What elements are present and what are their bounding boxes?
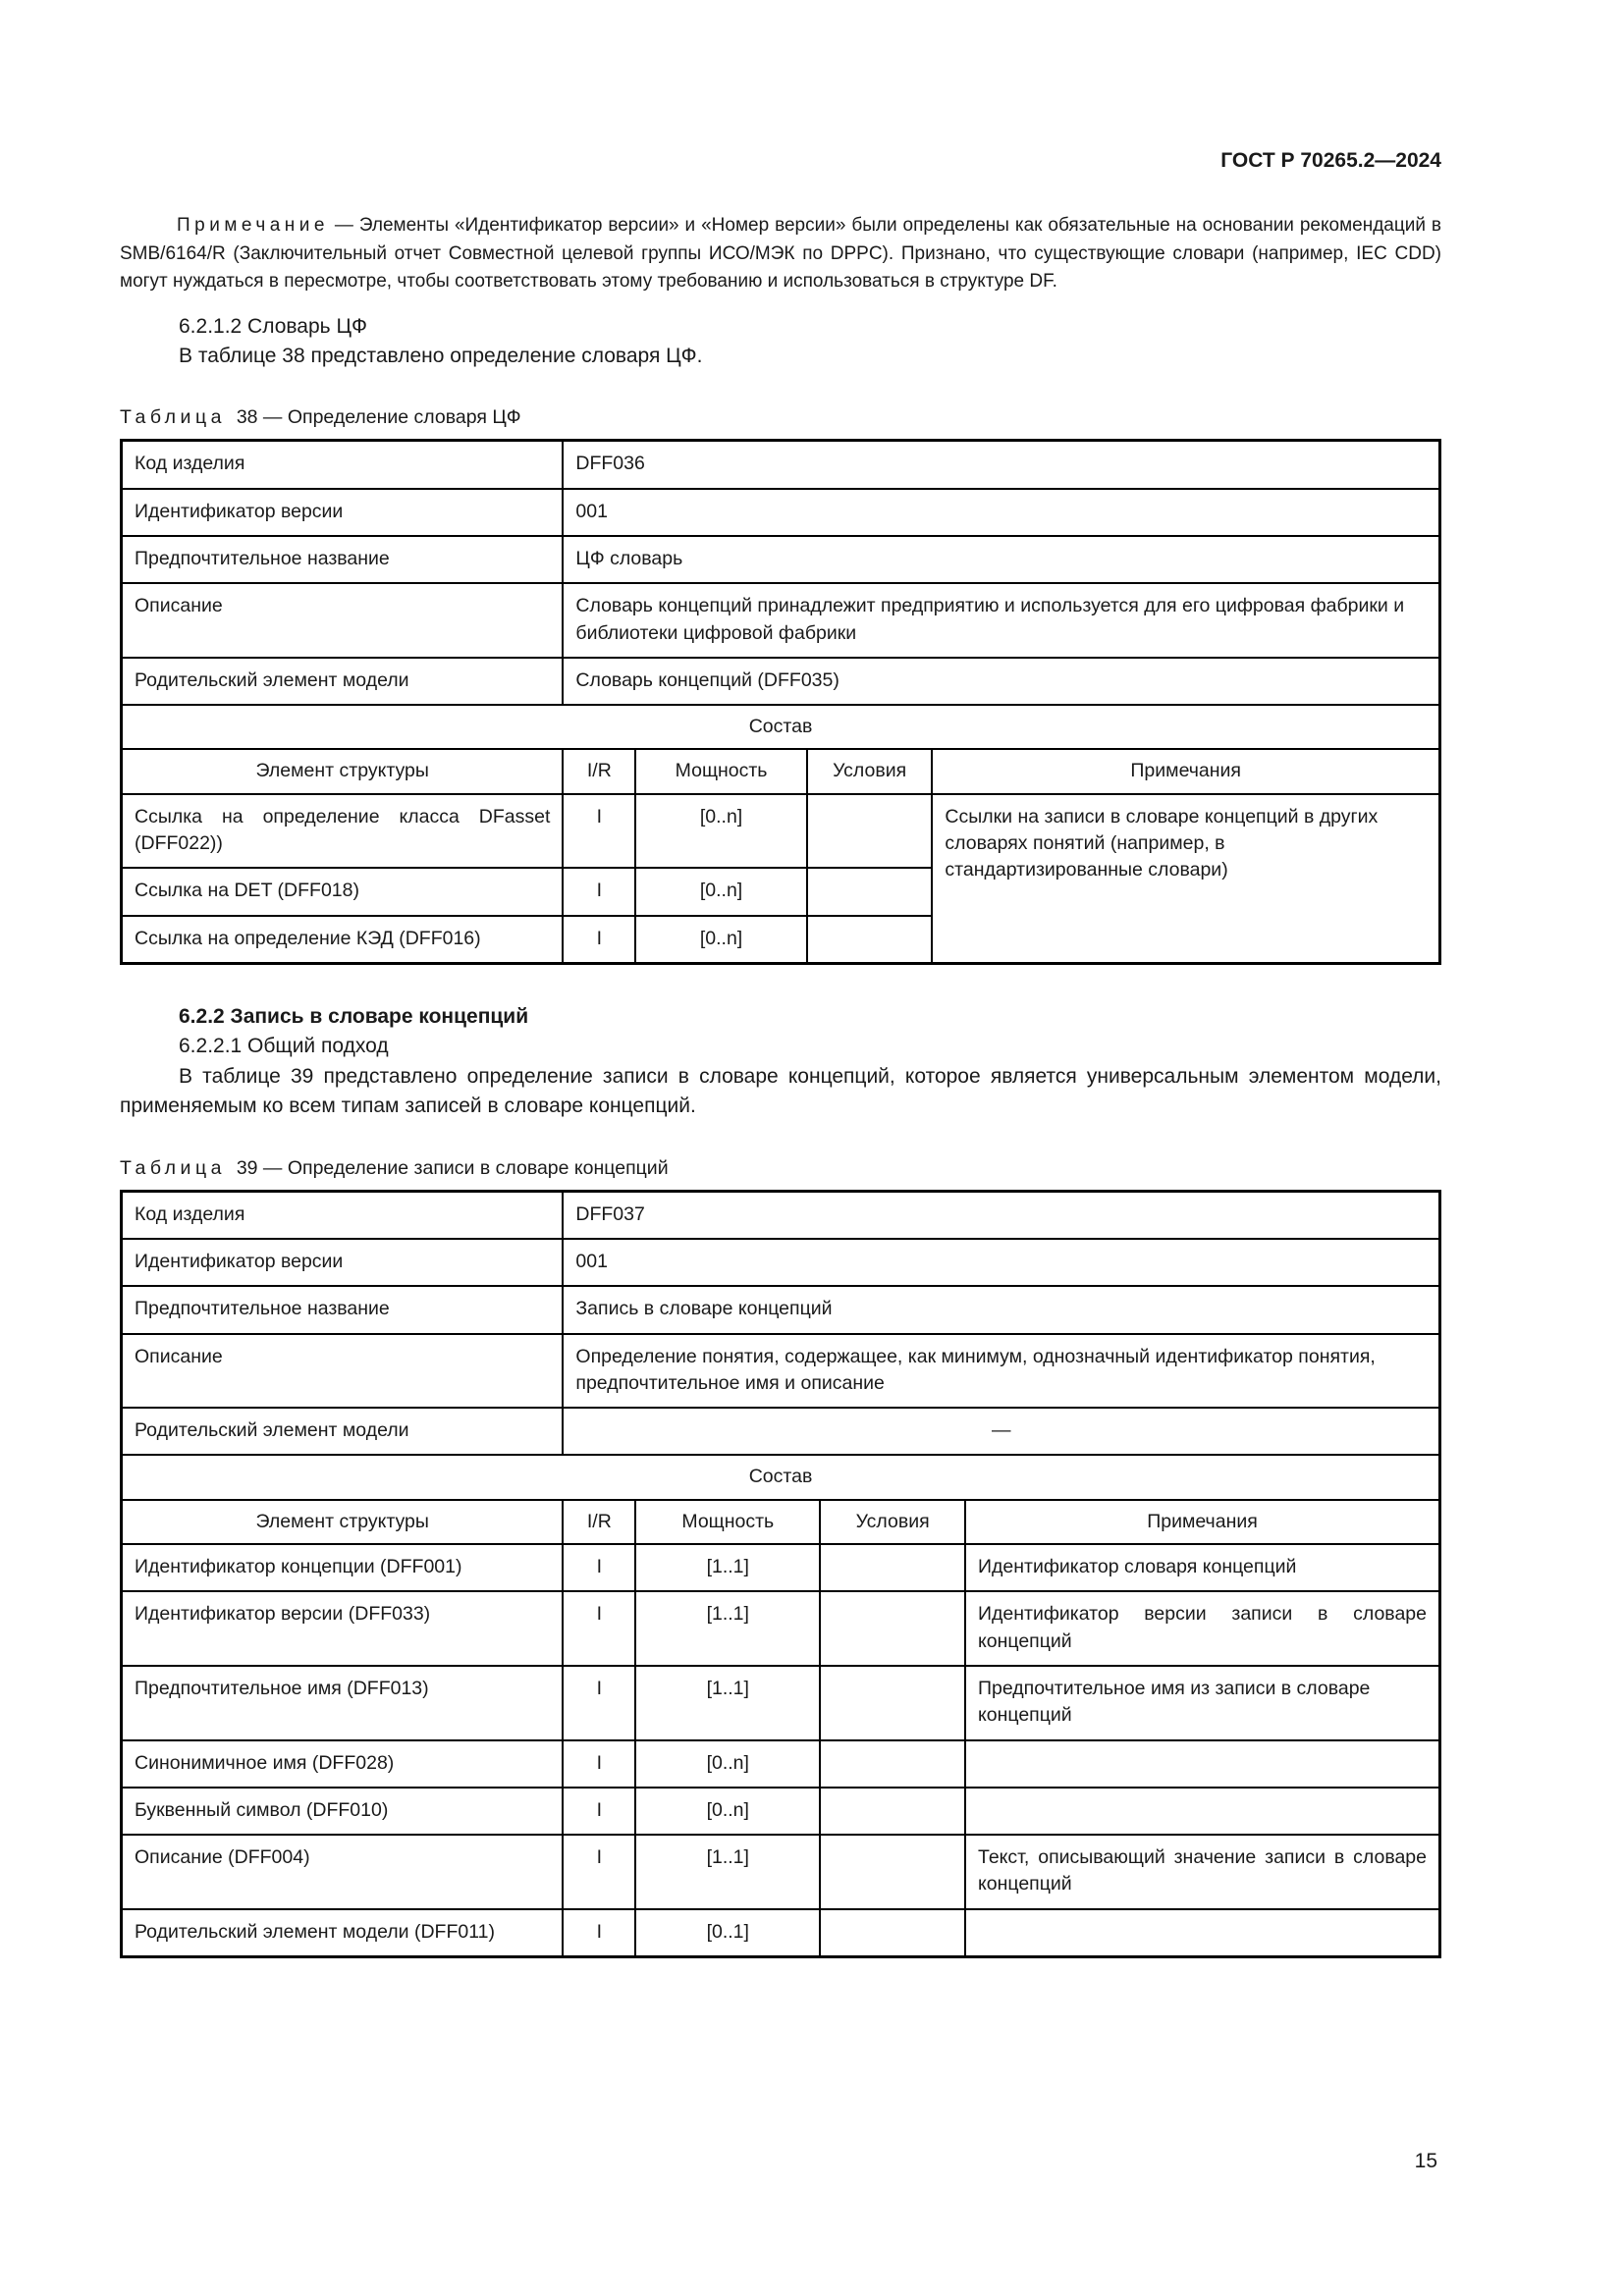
cardinality-cell: [0..n] bbox=[635, 868, 807, 915]
cardinality-cell: [0..n] bbox=[635, 1740, 820, 1788]
ir-cell: I bbox=[563, 1909, 635, 1957]
column-header: Мощность bbox=[635, 1500, 820, 1544]
table-38 bbox=[120, 439, 1441, 965]
table-row bbox=[122, 1408, 1440, 1455]
table-row bbox=[122, 536, 1440, 583]
prop-label-cell: Код изделия bbox=[122, 1191, 564, 1239]
table-row bbox=[122, 1788, 1440, 1835]
notes-cell: Ссылки на записи в словаре концепций в других словарях понятий (например, в стандартизированные словари) bbox=[932, 794, 1439, 964]
prop-label-cell: Описание bbox=[122, 583, 564, 658]
prop-label-cell: Идентификатор версии bbox=[122, 1239, 564, 1286]
doc-number-header: ГОСТ Р 70265.2—2024 bbox=[1220, 149, 1441, 172]
table38-caption bbox=[120, 406, 1441, 429]
conditions-cell bbox=[820, 1544, 965, 1591]
table-row bbox=[122, 1591, 1440, 1666]
table-row bbox=[122, 1191, 1440, 1239]
column-header: Условия bbox=[807, 749, 933, 793]
cardinality-cell: [1..1] bbox=[635, 1666, 820, 1740]
element-cell: Идентификатор версии (DFF033) bbox=[122, 1591, 564, 1666]
note-text: — Элементы «Идентификатор версии» и «Номер версии» были определены как обязательные на основании рекомендаций в SMB/6164/R (Заключительный отчет Совместной целевой группы ИСО/МЭК по DPPC). Признано, что существующие словари (например, IEC CDD) могут нуждаться в пересмотре, чтобы соответствовать этому требованию и использоваться в структуре DF. bbox=[120, 215, 1441, 292]
table39-caption-word: Таблица bbox=[120, 1156, 226, 1179]
ir-cell: I bbox=[563, 1788, 635, 1835]
composition-title: Состав bbox=[122, 705, 1440, 749]
ir-cell: I bbox=[563, 794, 635, 869]
table-row bbox=[122, 658, 1440, 705]
column-header: Условия bbox=[820, 1500, 965, 1544]
prop-value-cell: ЦФ словарь bbox=[563, 536, 1439, 583]
cardinality-cell: [1..1] bbox=[635, 1544, 820, 1591]
prop-label-cell: Предпочтительное название bbox=[122, 536, 564, 583]
column-header: I/R bbox=[563, 1500, 635, 1544]
ir-cell: I bbox=[563, 1740, 635, 1788]
ir-cell: I bbox=[563, 916, 635, 964]
notes-cell bbox=[965, 1740, 1440, 1788]
section-heading-6221: 6.2.2.1 Общий подход bbox=[179, 1035, 389, 1058]
ir-cell: I bbox=[563, 1544, 635, 1591]
conditions-cell bbox=[807, 794, 933, 869]
table-row bbox=[122, 1544, 1440, 1591]
page-number: 15 bbox=[1414, 2150, 1437, 2172]
section-622-intro: В таблице 39 представлено определение записи в словаре концепций, которое является универсальным элементом модели, применяемым ко всем типам записей в словаре концепций. bbox=[120, 1064, 1441, 1118]
notes-cell bbox=[965, 1788, 1440, 1835]
notes-cell: Идентификатор версии записи в словаре концепций bbox=[965, 1591, 1440, 1666]
column-header-row bbox=[122, 749, 1440, 793]
table-row bbox=[122, 489, 1440, 536]
section-heading-6212: 6.2.1.2 Словарь ЦФ bbox=[179, 314, 367, 338]
prop-label-cell: Код изделия bbox=[122, 441, 564, 489]
table-row bbox=[122, 1286, 1440, 1333]
table-39 bbox=[120, 1190, 1441, 1958]
composition-title-row bbox=[122, 1455, 1440, 1499]
ir-cell: I bbox=[563, 1835, 635, 1909]
element-cell: Буквенный символ (DFF010) bbox=[122, 1788, 564, 1835]
notes-cell bbox=[965, 1909, 1440, 1957]
prop-value-cell: DFF036 bbox=[563, 441, 1439, 489]
table-row bbox=[122, 1334, 1440, 1409]
table-row bbox=[122, 1835, 1440, 1909]
element-cell: Ссылка на определение КЭД (DFF016) bbox=[122, 916, 564, 964]
element-cell: Ссылка на определение класса DFasset (DFF022)) bbox=[122, 794, 564, 869]
column-header: Мощность bbox=[635, 749, 807, 793]
prop-label-cell: Родительский элемент модели bbox=[122, 658, 564, 705]
conditions-cell bbox=[820, 1591, 965, 1666]
element-cell: Родительский элемент модели (DFF011) bbox=[122, 1909, 564, 1957]
column-header: Элемент структуры bbox=[122, 749, 564, 793]
element-cell: Ссылка на DET (DFF018) bbox=[122, 868, 564, 915]
cardinality-cell: [1..1] bbox=[635, 1835, 820, 1909]
table-row bbox=[122, 1666, 1440, 1740]
column-header: Примечания bbox=[932, 749, 1439, 793]
ir-cell: I bbox=[563, 1591, 635, 1666]
ir-cell: I bbox=[563, 868, 635, 915]
prop-label-cell: Идентификатор версии bbox=[122, 489, 564, 536]
prop-label-cell: Предпочтительное название bbox=[122, 1286, 564, 1333]
element-cell: Предпочтительное имя (DFF013) bbox=[122, 1666, 564, 1740]
prop-value-cell: Запись в словаре концепций bbox=[563, 1286, 1439, 1333]
notes-cell: Идентификатор словаря концепций bbox=[965, 1544, 1440, 1591]
notes-cell: Текст, описывающий значение записи в словаре концепций bbox=[965, 1835, 1440, 1909]
prop-label-cell: Родительский элемент модели bbox=[122, 1408, 564, 1455]
prop-value-cell: — bbox=[563, 1408, 1439, 1455]
element-cell: Описание (DFF004) bbox=[122, 1835, 564, 1909]
prop-value-cell: Словарь концепций принадлежит предприятию и используется для его цифровая фабрики и библиотеки цифровой фабрики bbox=[563, 583, 1439, 658]
cardinality-cell: [0..1] bbox=[635, 1909, 820, 1957]
cardinality-cell: [1..1] bbox=[635, 1591, 820, 1666]
column-header: Элемент структуры bbox=[122, 1500, 564, 1544]
section-heading-622: 6.2.2 Запись в словаре концепций bbox=[179, 1004, 529, 1028]
conditions-cell bbox=[820, 1788, 965, 1835]
table-row bbox=[122, 794, 1440, 869]
table-row bbox=[122, 583, 1440, 658]
prop-value-cell: 001 bbox=[563, 489, 1439, 536]
column-header-row bbox=[122, 1500, 1440, 1544]
prop-value-cell: Словарь концепций (DFF035) bbox=[563, 658, 1439, 705]
prop-value-cell: DFF037 bbox=[563, 1191, 1439, 1239]
table39-caption bbox=[120, 1157, 1441, 1180]
cardinality-cell: [0..n] bbox=[635, 1788, 820, 1835]
table-row bbox=[122, 1239, 1440, 1286]
conditions-cell bbox=[807, 868, 933, 915]
conditions-cell bbox=[820, 1740, 965, 1788]
table38-caption-word: Таблица bbox=[120, 406, 226, 429]
table38-caption-text: 38 — Определение словаря ЦФ bbox=[236, 406, 521, 429]
prop-value-cell: 001 bbox=[563, 1239, 1439, 1286]
notes-cell: Предпочтительное имя из записи в словаре концепций bbox=[965, 1666, 1440, 1740]
prop-value-cell: Определение понятия, содержащее, как минимум, однозначный идентификатор понятия, предпочтительное имя и описание bbox=[563, 1334, 1439, 1409]
composition-title-row bbox=[122, 705, 1440, 749]
table-row bbox=[122, 441, 1440, 489]
composition-title: Состав bbox=[122, 1455, 1440, 1499]
column-header: I/R bbox=[563, 749, 635, 793]
table39-caption-text: 39 — Определение записи в словаре концепций bbox=[236, 1156, 669, 1179]
note-label: Примечание bbox=[177, 215, 329, 236]
conditions-cell bbox=[820, 1909, 965, 1957]
element-cell: Синонимичное имя (DFF028) bbox=[122, 1740, 564, 1788]
conditions-cell bbox=[807, 916, 933, 964]
table-row bbox=[122, 1740, 1440, 1788]
prop-label-cell: Описание bbox=[122, 1334, 564, 1409]
conditions-cell bbox=[820, 1666, 965, 1740]
ir-cell: I bbox=[563, 1666, 635, 1740]
table-row bbox=[122, 1909, 1440, 1957]
section-6212-intro: В таблице 38 представлено определение словаря ЦФ. bbox=[179, 344, 703, 367]
column-header: Примечания bbox=[965, 1500, 1440, 1544]
cardinality-cell: [0..n] bbox=[635, 916, 807, 964]
note-paragraph bbox=[120, 212, 1441, 296]
element-cell: Идентификатор концепции (DFF001) bbox=[122, 1544, 564, 1591]
cardinality-cell: [0..n] bbox=[635, 794, 807, 869]
conditions-cell bbox=[820, 1835, 965, 1909]
